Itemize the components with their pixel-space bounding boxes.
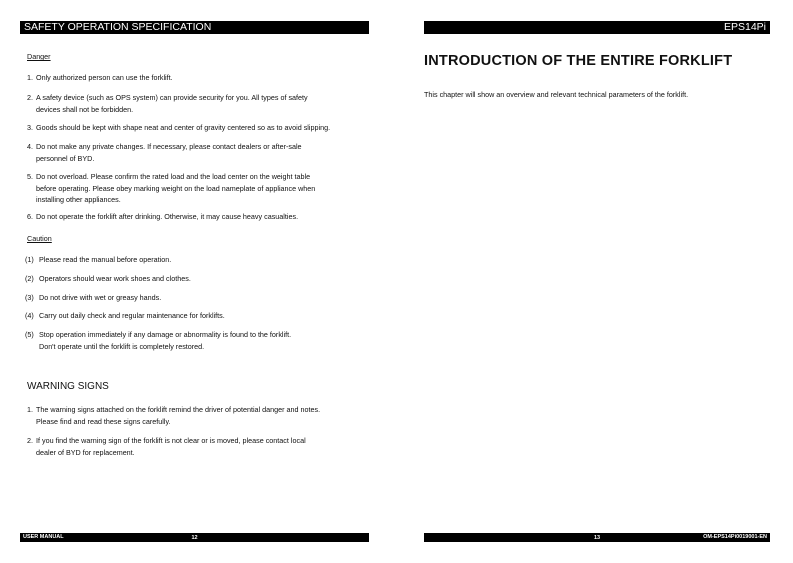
page-number: 13 [593,534,601,541]
item-number: (4) [25,311,34,320]
danger-item [27,72,372,84]
item-line: Do not overload. Please confirm the rated load and the load center on the weight table [36,172,311,181]
item-number: 1. [27,405,33,414]
danger-item [27,211,372,223]
danger-heading: Danger [27,52,51,61]
item-line: before operating. Please obey marking weight on the load nameplate of appliance when [36,183,316,193]
item-line: Goods should be kept with shape neat and center of gravity centered so as to avoid slipping. [36,123,331,132]
item-line: Don't operate until the forklift is completely restored. [39,341,205,351]
item-number: 2. [27,93,33,102]
item-line: devices shall not be forbidden. [36,104,134,114]
item-number: (2) [25,274,34,283]
item-line: If you find the warning sign of the forklift is not clear or is moved, please contact local [36,436,306,445]
item-number: 1. [27,73,33,82]
footer-label: USER MANUAL [23,534,64,540]
left-page [0,0,396,563]
caution-heading: Caution [27,234,52,243]
item-line: Do not drive with wet or greasy hands. [39,293,162,302]
danger-item [27,92,372,115]
item-number: 6. [27,212,33,221]
item-line: Please find and read these signs carefully. [36,416,171,426]
caution-item [25,254,370,266]
item-line: Stop operation immediately if any damage or abnormality is found to the forklift. [39,330,292,339]
item-line: Carry out daily check and regular maintenance for forklifts. [39,311,225,320]
item-line: Operators should wear work shoes and clothes. [39,274,191,283]
item-number: (3) [25,293,34,302]
left-footer-bar [20,533,369,542]
right-page [397,0,793,563]
item-number: (5) [25,330,34,339]
caution-item [25,310,370,322]
item-number: 2. [27,436,33,445]
warning-signs-heading: WARNING SIGNS [27,381,109,392]
left-header-bar: SAFETY OPERATION SPECIFICATION [20,21,369,34]
item-number: (1) [25,255,34,264]
intro-text: This chapter will show an overview and relevant technical parameters of the forklift. [424,90,689,99]
caution-item [25,329,370,352]
danger-item [27,141,372,164]
item-line: The warning signs attached on the forklift remind the driver of potential danger and notes. [36,405,321,414]
warning-item [27,435,372,458]
item-line: dealer of BYD for replacement. [36,447,135,457]
danger-item [27,122,372,134]
item-number: 5. [27,172,33,181]
item-line: Please read the manual before operation. [39,255,172,264]
caution-item [25,292,370,304]
right-footer-bar [424,533,770,542]
warning-item [27,404,372,427]
page-number: 12 [191,534,198,541]
item-line: personnel of BYD. [36,153,95,163]
item-line: Do not operate the forklift after drinking. Otherwise, it may cause heavy casualties. [36,212,299,221]
item-line: Only authorized person can use the forklift. [36,73,173,82]
item-line: A safety device (such as OPS system) can provide security for you. All types of safety [36,93,308,102]
document-code: OM-EPS14Pi0019001-EN [703,534,767,540]
page-title: INTRODUCTION OF THE ENTIRE FORKLIFT [424,53,733,69]
caution-item [25,273,370,285]
item-number: 3. [27,123,33,132]
item-line: Do not make any private changes. If necessary, please contact dealers or after-sale [36,142,302,151]
danger-item [27,171,372,206]
right-header-bar: EPS14Pi [424,21,770,34]
item-line: installing other appliances. [36,195,121,204]
item-number: 4. [27,142,33,151]
